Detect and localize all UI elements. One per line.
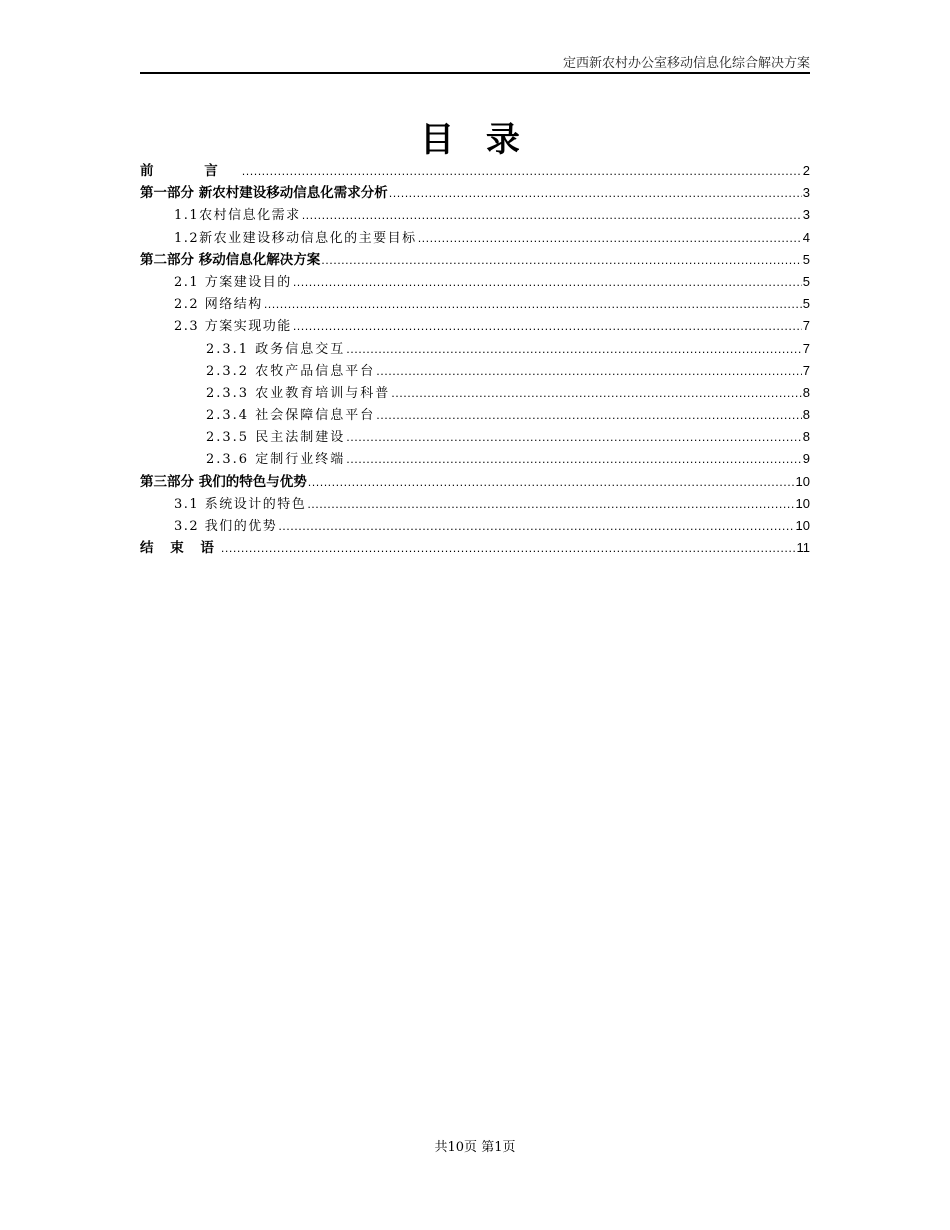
toc-entry-conclusion[interactable] [140,537,810,559]
toc-leader [389,183,802,205]
toc-page-number: 10 [795,473,810,489]
toc-entry-2-2[interactable] [140,293,810,315]
toc-leader [242,161,802,183]
toc-entry-part-3[interactable] [140,471,810,493]
toc-leader [302,205,802,227]
toc-page-number: 7 [802,318,810,334]
toc-entry-label: 3.2 我们的优势 [174,519,278,534]
toc-entry-2-3-2[interactable] [140,360,810,382]
header-rule [140,72,810,74]
toc-entry-label: 2.1 方案建设目的 [174,274,292,290]
toc-leader [278,516,794,538]
toc-page-number: 5 [802,296,810,312]
toc-leader [346,449,802,471]
toc-entry-3-1[interactable] [140,493,810,515]
toc-leader [376,361,802,383]
toc-page-number: 7 [802,362,810,378]
toc-entry-2-3-6[interactable] [140,448,810,470]
toc-entry-label: 2.3.3 农业教育培训与科普 [206,385,391,401]
toc-entry-1-1[interactable] [140,204,810,226]
toc-leader [346,427,802,449]
toc-page-number: 2 [802,163,810,178]
toc-entry-2-3-1[interactable] [140,338,810,360]
toc-entry-label: 2.3.2 农牧产品信息平台 [206,363,376,379]
toc-entry-label: 前 言 [140,163,241,179]
toc-leader [307,494,794,516]
toc-leader [221,538,796,560]
toc-entry-label: 3.1 系统设计的特色 [174,496,307,512]
toc-entry-label: 2.3.4 社会保障信息平台 [206,408,376,424]
toc-leader [321,250,802,272]
toc-leader [391,383,802,405]
toc-leader [346,339,802,361]
toc-entry-part-2[interactable] [140,249,810,271]
toc-entry-label: 1.1农村信息化需求 [174,208,301,224]
toc-page-number: 3 [802,185,810,201]
toc-entry-1-2[interactable] [140,227,810,249]
toc-entry-label: 2.3.5 民主法制建设 [206,430,346,446]
toc-entry-label: 第一部分 新农村建设移动信息化需求分析 [140,185,388,202]
page-footer: 共10页 第1页 [434,1140,516,1155]
toc-entry-label: 第三部分 我们的特色与优势 [140,473,307,490]
toc-page-number: 3 [802,207,810,223]
toc-entry-label: 2.3.6 定制行业终端 [206,452,346,468]
toc-entry-2-3-5[interactable] [140,426,810,448]
toc-entry-label: 2.2 网络结构 [174,297,263,313]
toc-leader [293,316,802,338]
toc-page-number: 10 [795,518,810,533]
toc-page-number: 8 [802,429,810,445]
toc-entry-2-3-4[interactable] [140,404,810,426]
toc-entry-2-3-3[interactable] [140,382,810,404]
toc-page-number: 5 [802,273,810,289]
toc-entry-label: 2.3 方案实现功能 [174,319,292,335]
toc-page-number: 5 [802,251,810,267]
toc-leader [308,472,795,494]
toc-page-number: 4 [802,229,810,245]
toc-page-number: 11 [796,540,810,556]
toc-page-number: 10 [795,495,810,511]
toc-leader [418,228,802,250]
toc-entry-3-2[interactable] [140,515,810,537]
toc-entry-2-3[interactable] [140,315,810,337]
toc-entry-2-1[interactable] [140,271,810,293]
toc-entry-label: 2.3.1 政务信息交互 [206,341,346,357]
toc-page-number: 7 [802,340,810,356]
toc-page-number: 8 [802,384,810,400]
toc-entry-preface[interactable] [140,160,810,182]
running-header: 定西新农村办公室移动信息化综合解决方案 [562,56,810,71]
table-of-contents [140,160,810,559]
toc-entry-label: 第二部分 移动信息化解决方案 [140,251,321,268]
toc-page-number: 8 [802,407,810,423]
toc-leader [264,294,802,316]
toc-entry-label: 1.2新农业建设移动信息化的主要目标 [174,230,417,246]
toc-leader [376,405,802,427]
toc-leader [293,272,802,294]
toc-entry-part-1[interactable] [140,182,810,204]
toc-page-number: 9 [802,451,810,467]
toc-entry-label: 结 束 语 [140,540,220,557]
toc-title: 目 录 [420,120,530,160]
